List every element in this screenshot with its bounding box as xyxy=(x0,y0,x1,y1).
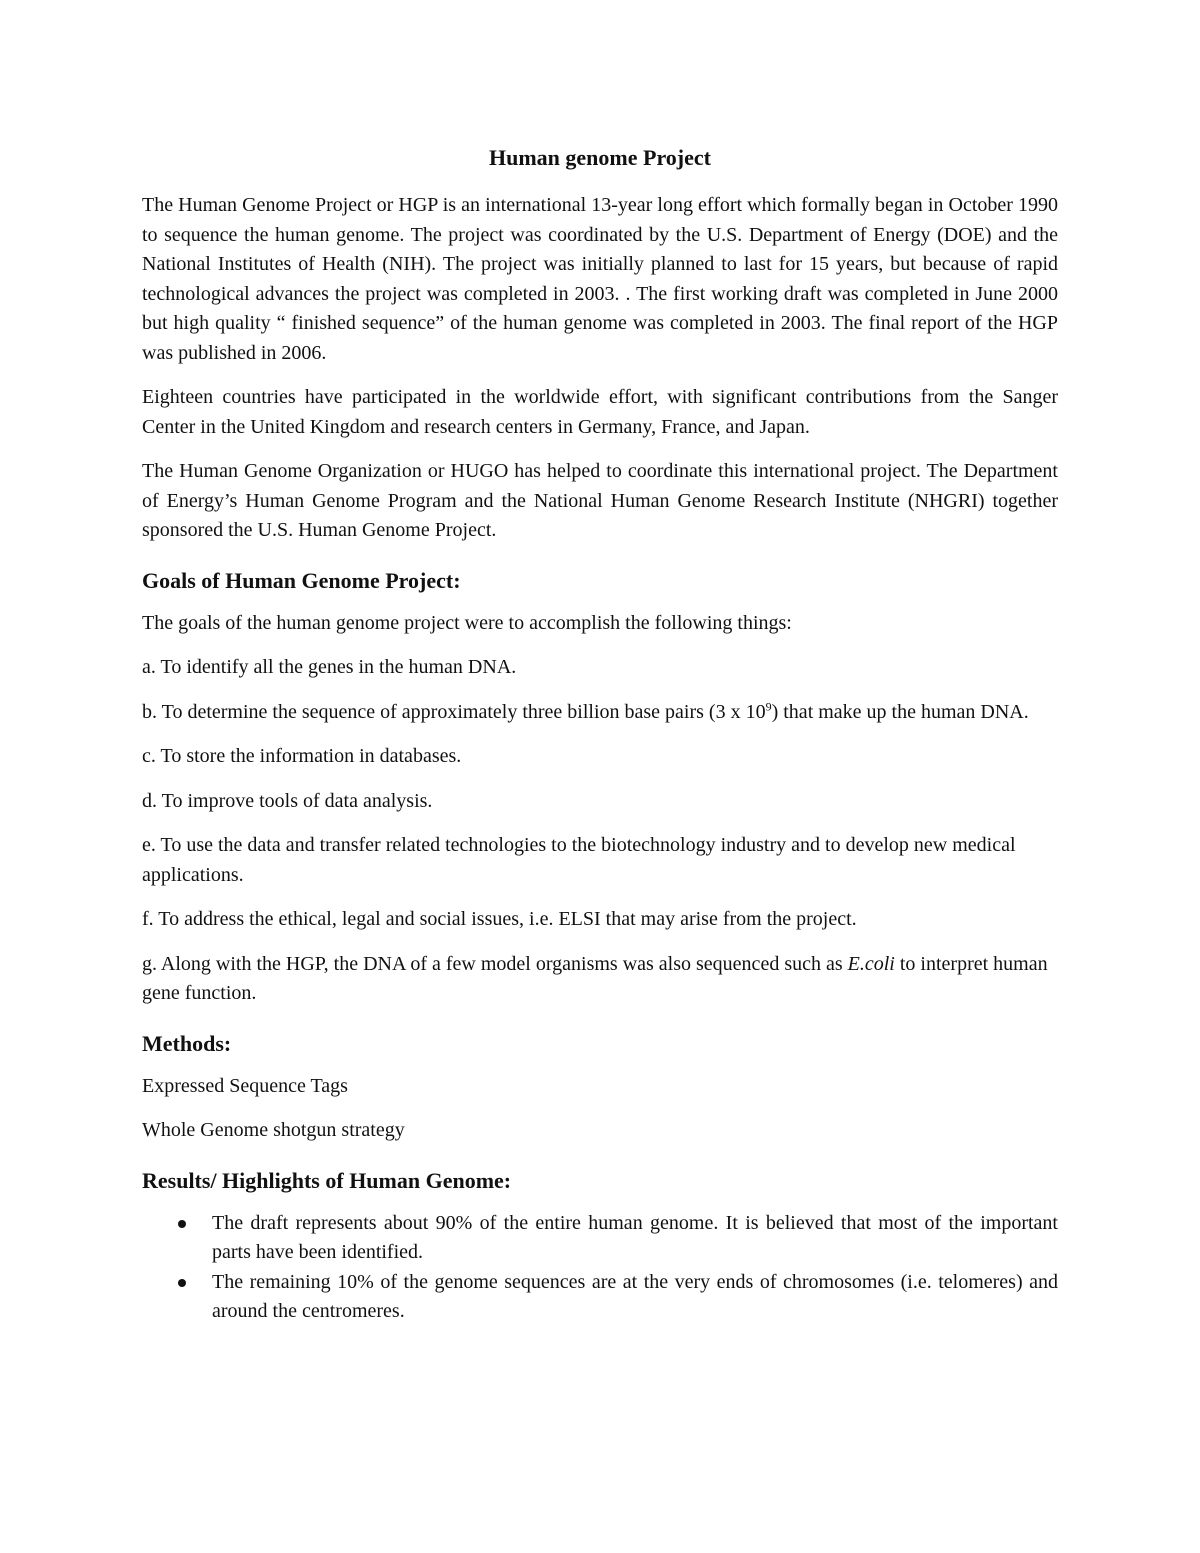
goal-item-g-text-end: to interpret human gene function. xyxy=(142,952,1048,1004)
goal-item-f: f. To address the ethical, legal and social issues, i.e. ELSI that may arise from the project. xyxy=(142,908,857,930)
goal-item-g xyxy=(142,950,1058,1009)
bullet-icon xyxy=(178,1220,186,1228)
intro-paragraph-2: Eighteen countries have participated in the worldwide effort, with significant contributions from the Sanger Center in the United Kingdom and research centers in Germany, France, and Japan. xyxy=(142,386,1058,438)
method-item: Whole Genome shotgun strategy xyxy=(142,1119,405,1141)
document-page xyxy=(142,138,1058,1327)
goals-intro: The goals of the human genome project were to accomplish the following things: xyxy=(142,611,792,634)
results-list-item xyxy=(142,1268,1058,1327)
goal-item-g-text: g. Along with the HGP, the DNA of a few model organisms was also sequenced such as xyxy=(142,952,848,975)
method-item: Expressed Sequence Tags xyxy=(142,1074,348,1097)
goal-item-b-text-end: ) that make up the human DNA. xyxy=(771,700,1029,723)
goal-item-b-text: b. To determine the sequence of approximately three billion base pairs (3 x 10 xyxy=(142,700,766,723)
document-title: Human genome Project xyxy=(489,145,711,170)
goal-item-b xyxy=(142,698,1058,728)
intro-paragraph-3: The Human Genome Organization or HUGO has helped to coordinate this international project. The Department of Energy’s Human Genome Program and the National Human Genome Research Institute (NHGRI) together sponsored the U.S. Human Genome Project. xyxy=(142,460,1058,541)
results-heading: Results/ Highlights of Human Genome: xyxy=(142,1167,512,1193)
goal-item-b-exponent: 9 xyxy=(765,698,772,713)
results-list-item-text: The remaining 10% of the genome sequences are at the very ends of chromosomes (i.e. telomeres) and around the centromeres. xyxy=(212,1270,1058,1322)
goal-item-g-organism: E.coli xyxy=(847,952,895,975)
goal-item-a: a. To identify all the genes in the human DNA. xyxy=(142,656,517,678)
goal-item-d: d. To improve tools of data analysis. xyxy=(142,789,433,812)
results-list-item-text: The draft represents about 90% of the entire human genome. It is believed that most of the important parts have been identified. xyxy=(212,1211,1058,1263)
bullet-icon xyxy=(178,1279,186,1287)
goal-item-e: e. To use the data and transfer related technologies to the biotechnology industry and to develop new medical applications. xyxy=(142,834,1016,886)
results-list-item xyxy=(142,1209,1058,1268)
methods-heading: Methods: xyxy=(142,1030,232,1056)
results-list xyxy=(142,1209,1058,1327)
intro-paragraph-1: The Human Genome Project or HGP is an international 13-year long effort which formally began in October 1990 to sequence the human genome. The project was coordinated by the U.S. Department of Energy (DOE) and the National Institutes of Health (NIH). The project was initially planned to last for 15 years, but because of rapid technological advances the project was completed in 2003. . The first working draft was completed in June 2000 but high quality “ finished sequence” of the human genome was completed in 2003. The final report of the HGP was published in 2006. xyxy=(142,194,1058,364)
goals-heading: Goals of Human Genome Project: xyxy=(142,567,461,593)
goal-item-c: c. To store the information in databases. xyxy=(142,745,462,767)
